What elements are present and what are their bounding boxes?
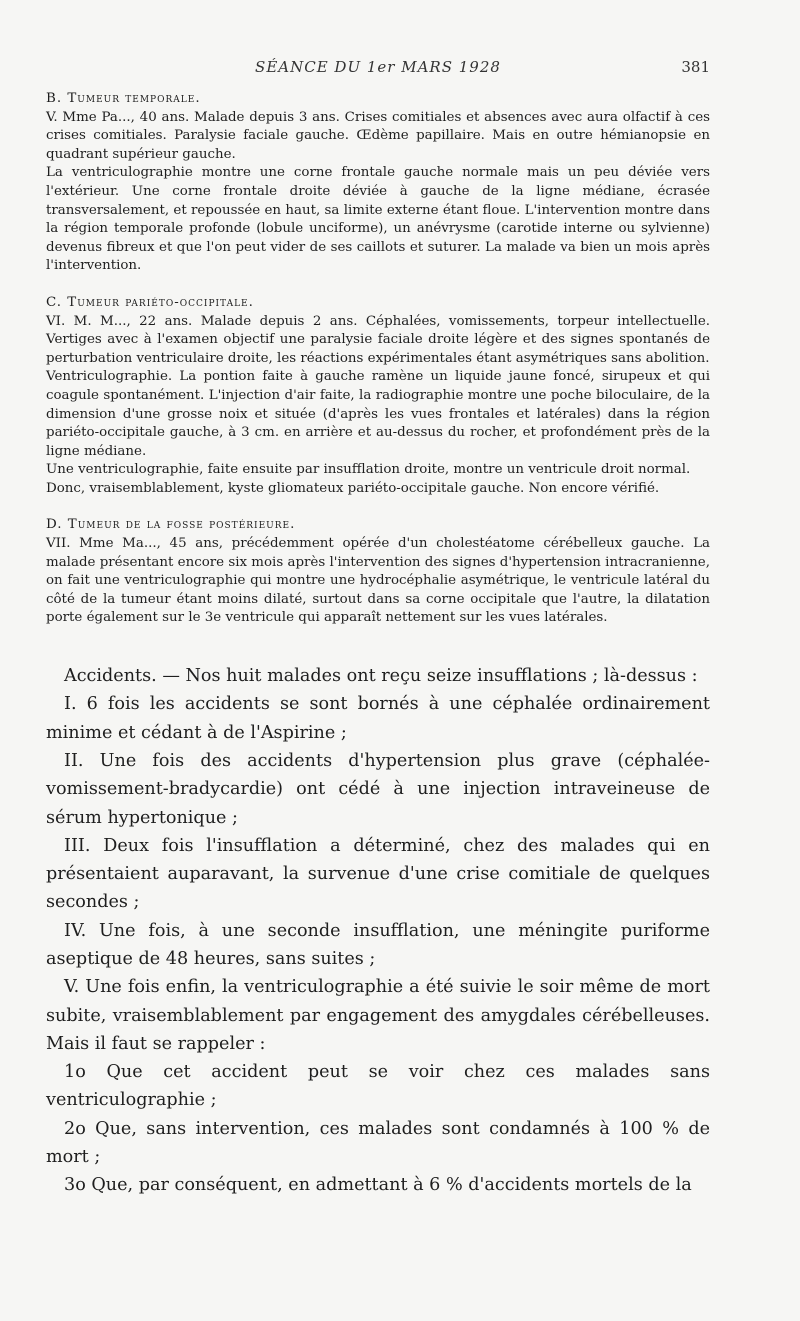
- case-vii-summary: VII. Mme Ma..., 45 ans, précédemment opérée d'un cholestéatome cérébelleux gauche. La malade présentant encore six mois après l'intervention des signes d'hypertension intracranienne, on fait une ventriculographie qui montre une hydrocéphalie asymétrique, le ventricule latéral du côté de la tumeur étant moins dilaté, surtout dans sa corne occipitale que l'autre, la dilatation porte également sur le 3e ventricule qui apparaît nettement sur les vues latérales.: [46, 536, 710, 626]
- section-heading-b: B. Tumeur temporale.: [46, 91, 201, 106]
- page-header: [46, 58, 710, 80]
- accident-note-2: 2o Que, sans intervention, ces malades sont condamnés à 100 % de mort ;: [46, 1118, 710, 1168]
- accident-note-3: 3o Que, par conséquent, en admettant à 6 % d'accidents mortels de la: [64, 1175, 692, 1196]
- case-reports: [46, 90, 710, 628]
- case-vi-ventriculography: Ventriculographie. La pontion faite à gauche ramène un liquide jaune foncé, sirupeux et qui coagule spontanément. L'injection d'air faite, la radiographie montre une poche biloculaire, de la dimension d'une grosse noix et située (d'après les vues frontales et latérales) dans la région pariéto-occipitale gauche, à 3 cm. en arrière et au-dessus du rocher, et profondément près de la ligne médiane.: [46, 369, 710, 459]
- case-vi-summary: VI. M. M..., 22 ans. Malade depuis 2 ans. Céphalées, vomissements, torpeur intellectuelle. Vertiges avec à l'examen objectif une paralysie faciale droite légère et des signes spontanés de perturbation ventriculaire droite, les réactions expérimentales étant asymétriques sans abolition.: [46, 313, 710, 366]
- case-v-ventriculography: La ventriculographie montre une corne frontale gauche normale mais un peu déviée vers l'extérieur. Une corne frontale droite déviée à gauche de la ligne médiane, écrasée transversalement, et repoussée en haut, sa limite externe étant floue. L'intervention montre dans la région temporale profonde (lobule unciforme), un anévrysme (carotide interne ou sylvienne) devenus fibreux et que l'on peut vider de ses caillots et suturer. La malade va bien un mois après l'intervention.: [46, 165, 710, 274]
- accident-item-v: V. Une fois enfin, la ventriculographie a été suivie le soir même de mort subite, vraisemblablement par engagement des amygdales cérébelleuses. Mais il faut se rappeler :: [46, 977, 710, 1054]
- accidents-section: [46, 662, 710, 1200]
- case-vi-second-ventriculography: Une ventriculographie, faite ensuite par insufflation droite, montre un ventricule droit normal.: [46, 462, 691, 478]
- case-v-summary: V. Mme Pa..., 40 ans. Malade depuis 3 ans. Crises comitiales et absences avec aura olfactif à ces crises comitiales. Paralysie faciale gauche. Œdème papillaire. Mais en outre hémianopsie en quadrant supérieur gauche.: [46, 109, 710, 162]
- accident-note-1: 1o Que cet accident peut se voir chez ces malades sans ventriculographie ;: [46, 1062, 710, 1111]
- section-heading-c: C. Tumeur pariéto-occipitale.: [46, 294, 254, 310]
- accidents-intro: Accidents. — Nos huit malades ont reçu seize insufflations ; là-dessus :: [64, 666, 698, 687]
- accident-item-iii: III. Deux fois l'insufflation a déterminé, chez des malades qui en présentaient auparavant, la survenue d'une crise comitiale de quelques secondes ;: [46, 835, 710, 913]
- accident-item-ii: II. Une fois des accidents d'hypertension plus grave (céphalée-vomissement-bradycardie) ont cédé à une injection intraveineuse de sérum hypertonique ;: [46, 750, 710, 828]
- document-page: [46, 58, 710, 1200]
- section-heading-d: D. Tumeur de la fosse postérieure.: [46, 517, 296, 533]
- page-number: 381: [681, 58, 710, 76]
- case-vi-conclusion: Donc, vraisemblablement, kyste gliomateux pariéto-occipitale gauche. Non encore vérifié.: [46, 480, 660, 496]
- accident-item-iv: IV. Une fois, à une seconde insufflation, une méningite puriforme aseptique de 48 heures, sans suites ;: [46, 920, 710, 969]
- running-title: SÉANCE DU 1er MARS 1928: [255, 58, 501, 76]
- accident-item-i: I. 6 fois les accidents se sont bornés à une céphalée ordinairement minime et cédant à de l'Aspirine ;: [46, 694, 710, 743]
